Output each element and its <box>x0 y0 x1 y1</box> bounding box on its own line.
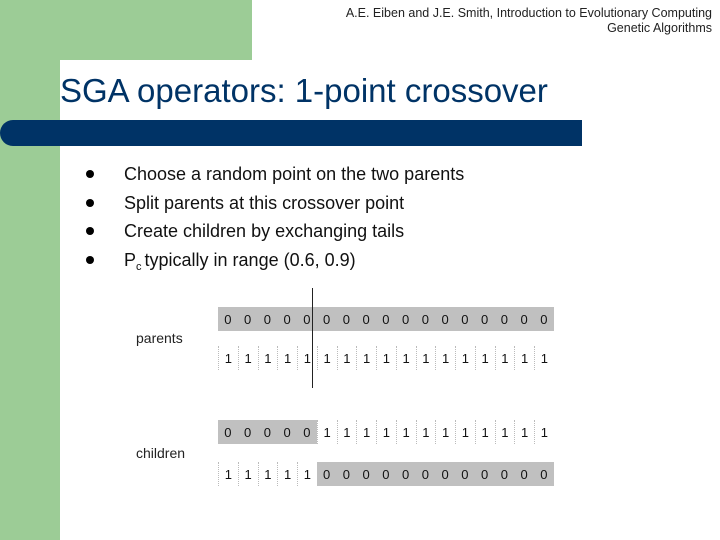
bit-cell: 1 <box>317 346 337 370</box>
bit-cell: 0 <box>455 462 475 486</box>
bit-cell: 1 <box>534 420 554 444</box>
bit-cell: 1 <box>534 346 554 370</box>
bit-cell: 1 <box>435 346 455 370</box>
header-line-1: A.E. Eiben and J.E. Smith, Introduction to Evolutionary Computing <box>345 6 712 20</box>
bit-cell: 1 <box>455 420 475 444</box>
bullet-text-prefix: P <box>124 249 137 270</box>
bit-cell: 1 <box>258 462 278 486</box>
child-2-bitstring <box>218 462 554 486</box>
bit-cell: 1 <box>337 420 357 444</box>
bullet-text: Choose a random point on the two parents <box>124 164 465 184</box>
bit-cell: 1 <box>238 346 258 370</box>
bit-cell: 1 <box>297 462 317 486</box>
bit-cell: 0 <box>416 462 436 486</box>
bit-cell: 1 <box>297 346 317 370</box>
bit-cell: 0 <box>317 307 337 331</box>
parent-1-bitstring <box>218 307 554 331</box>
bit-cell: 0 <box>396 307 416 331</box>
bit-cell: 1 <box>416 420 436 444</box>
bit-cell: 1 <box>495 346 515 370</box>
bit-cell: 1 <box>514 346 534 370</box>
bit-cell: 1 <box>277 346 297 370</box>
bit-cell: 1 <box>258 346 278 370</box>
bit-cell: 1 <box>475 420 495 444</box>
bullet-text-subscript: c <box>136 260 142 273</box>
bit-cell: 0 <box>376 307 396 331</box>
bit-cell: 0 <box>435 307 455 331</box>
bit-cell: 0 <box>514 307 534 331</box>
bit-cell: 0 <box>514 462 534 486</box>
bit-cell: 0 <box>337 307 357 331</box>
bit-cell: 0 <box>495 307 515 331</box>
crossover-point-line <box>312 288 313 388</box>
bit-cell: 0 <box>218 420 238 444</box>
bit-cell: 0 <box>297 307 317 331</box>
bullet-text: Create children by exchanging tails <box>124 221 405 242</box>
bit-cell: 0 <box>317 462 337 486</box>
bit-cell: 1 <box>514 420 534 444</box>
bit-cell: 1 <box>475 346 495 370</box>
bit-cell: 0 <box>238 420 258 444</box>
bit-cell: 0 <box>218 307 238 331</box>
bit-cell: 1 <box>495 420 515 444</box>
children-label: children <box>136 445 186 461</box>
bit-cell: 0 <box>475 462 495 486</box>
bullet-text: Split parents at this crossover point <box>124 192 405 213</box>
bit-cell: 1 <box>356 420 376 444</box>
slide-title: SGA operators: 1-point crossover <box>60 72 548 109</box>
bit-cell: 1 <box>435 420 455 444</box>
bit-cell: 0 <box>376 462 396 486</box>
bit-cell: 0 <box>416 307 436 331</box>
bit-cell: 1 <box>356 346 376 370</box>
bit-cell: 1 <box>396 346 416 370</box>
bit-cell: 0 <box>435 462 455 486</box>
bit-cell: 0 <box>356 462 376 486</box>
bit-cell: 1 <box>416 346 436 370</box>
bit-cell: 1 <box>337 346 357 370</box>
bit-cell: 0 <box>495 462 515 486</box>
bit-cell: 1 <box>317 420 337 444</box>
parent-2-bitstring <box>218 346 554 370</box>
bit-cell: 0 <box>356 307 376 331</box>
bit-cell: 0 <box>396 462 416 486</box>
bit-cell: 1 <box>218 346 238 370</box>
bit-cell: 0 <box>238 307 258 331</box>
bit-cell: 1 <box>277 462 297 486</box>
bit-cell: 1 <box>238 462 258 486</box>
bit-cell: 0 <box>277 307 297 331</box>
bit-cell: 1 <box>376 346 396 370</box>
bit-cell: 0 <box>258 420 278 444</box>
parents-label: parents <box>136 330 183 346</box>
bit-cell: 0 <box>258 307 278 331</box>
bit-cell: 1 <box>376 420 396 444</box>
bit-cell: 0 <box>297 420 317 444</box>
bullet-text-rest: typically in range (0.6, 0.9) <box>144 249 356 270</box>
bit-cell: 0 <box>475 307 495 331</box>
bit-cell: 1 <box>455 346 475 370</box>
bit-cell: 0 <box>534 307 554 331</box>
bit-cell: 1 <box>218 462 238 486</box>
header-line-2: Genetic Algorithms <box>607 21 712 35</box>
bit-cell: 0 <box>534 462 554 486</box>
bit-cell: 1 <box>396 420 416 444</box>
bit-cell: 0 <box>337 462 357 486</box>
bit-cell: 0 <box>455 307 475 331</box>
child-1-bitstring <box>218 420 554 444</box>
bit-cell: 0 <box>277 420 297 444</box>
